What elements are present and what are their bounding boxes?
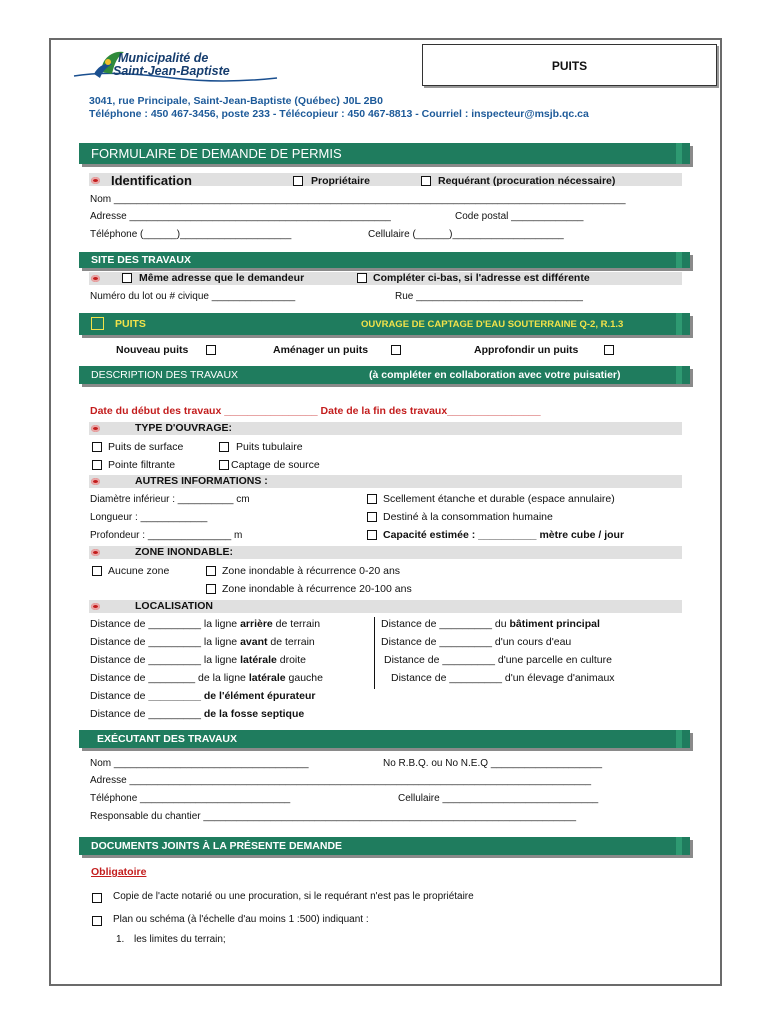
- capacity-field[interactable]: Capacité estimée : __________ mètre cube / jour: [383, 529, 625, 541]
- surface-well-checkbox[interactable]: [92, 442, 102, 452]
- surface-well-label: Puits de surface: [108, 441, 184, 453]
- form-title-box: [422, 44, 717, 86]
- phone-field[interactable]: Téléphone (______)____________________: [90, 229, 292, 240]
- deepen-well-checkbox[interactable]: [604, 345, 614, 355]
- description-bar: [79, 366, 690, 384]
- tubular-well-checkbox[interactable]: [219, 442, 229, 452]
- distance-leaching-field[interactable]: Distance de _________ de l'élément épurateur: [90, 690, 316, 702]
- zone-0-20-label: Zone inondable à récurrence 0-20 ans: [222, 565, 401, 577]
- distance-front-line[interactable]: Distance de _________ la ligne avant de terrain: [90, 636, 315, 648]
- contractor-cell-field[interactable]: Cellulaire ____________________________: [398, 793, 599, 804]
- distance-septic-tank[interactable]: Distance de _________ de la fosse septique: [90, 708, 305, 720]
- lot-number-field[interactable]: Numéro du lot ou # civique _______________: [90, 291, 296, 302]
- sub-item-number: 1.: [116, 934, 125, 945]
- distance-right-line[interactable]: Distance de _________ la ligne latérale droite: [90, 654, 307, 666]
- same-address-checkbox[interactable]: [122, 273, 132, 283]
- sealing-label: Scellement étanche et durable (espace annulaire): [383, 493, 615, 505]
- name-field[interactable]: Nom ____________________________________________________________________________________________: [90, 194, 626, 205]
- well-point-label: Pointe filtrante: [108, 459, 176, 471]
- documents-bar: [79, 837, 690, 855]
- rbq-field[interactable]: No R.B.Q. ou No N.E.Q ____________________: [383, 758, 603, 769]
- postal-code-field[interactable]: Code postal _____________: [455, 211, 584, 222]
- distance-left-line[interactable]: Distance de ________ de la ligne latérale gauche: [90, 672, 323, 684]
- well-point-checkbox[interactable]: [92, 460, 102, 470]
- logo-line1: Municipalité de: [118, 51, 209, 65]
- site-manager-field[interactable]: Responsable du chantier ___________________________________________________________________: [90, 811, 577, 822]
- street-field[interactable]: Rue ______________________________: [395, 291, 583, 302]
- distance-main-building[interactable]: Distance de _________ du bâtiment principal: [381, 618, 600, 630]
- main-form-title: FORMULAIRE DE DEMANDE DE PERMIS: [91, 146, 342, 161]
- documents-bar-title: DOCUMENTS JOINTS À LA PRÉSENTE DEMANDE: [91, 840, 343, 852]
- address-field[interactable]: Adresse _______________________________________________: [90, 211, 391, 222]
- depth-field[interactable]: Profondeur : _______________ m: [90, 530, 243, 541]
- distance-rear-line[interactable]: Distance de _________ la ligne arrière de terrain: [90, 618, 321, 630]
- other-info-title: AUTRES INFORMATIONS :: [135, 475, 268, 487]
- new-well-checkbox[interactable]: [206, 345, 216, 355]
- notarial-deed-checkbox[interactable]: [92, 893, 102, 903]
- same-address-label: Même adresse que le demandeur: [139, 272, 305, 284]
- improve-well-label: Aménager un puits: [273, 344, 369, 356]
- form-title: PUITS: [551, 59, 588, 73]
- site-bar-title: SITE DES TRAVAUX: [91, 254, 191, 266]
- improve-well-checkbox[interactable]: [391, 345, 401, 355]
- main-form-bar: [79, 143, 690, 164]
- logo-line2: Saint-Jean-Baptiste: [113, 64, 230, 78]
- bullet-icon: [91, 549, 100, 556]
- plan-label: Plan ou schéma (à l'échelle d'au moins 1 :500) indiquant :: [113, 914, 369, 925]
- bullet-icon: [91, 275, 100, 282]
- notarial-deed-label: Copie de l'acte notarié ou une procuration, si le requérant n'est pas le propriétaire: [113, 891, 474, 902]
- bullet-icon: [91, 425, 100, 432]
- applicant-label: Requérant (procuration nécessaire): [438, 175, 616, 187]
- puits-checkbox[interactable]: [91, 317, 104, 330]
- contractor-phone-field[interactable]: Téléphone ___________________________: [90, 793, 291, 804]
- location-title: LOCALISATION: [135, 600, 213, 612]
- tubular-well-label: Puits tubulaire: [236, 441, 303, 453]
- flood-zone-title: ZONE INONDABLE:: [135, 546, 233, 558]
- land-limits-item: les limites du terrain;: [134, 934, 226, 945]
- description-bar-title: DESCRIPTION DES TRAVAUX: [91, 369, 239, 381]
- puits-bar-title: PUITS: [115, 318, 146, 330]
- deepen-well-label: Approfondir un puits: [474, 344, 579, 356]
- mandatory-label: Obligatoire: [91, 866, 147, 878]
- bullet-icon: [91, 603, 100, 610]
- bullet-icon: [91, 177, 100, 184]
- plan-checkbox[interactable]: [92, 916, 102, 926]
- no-zone-label: Aucune zone: [108, 565, 170, 577]
- distance-livestock[interactable]: Distance de _________ d'un élevage d'animaux: [391, 672, 615, 684]
- owner-label: Propriétaire: [311, 175, 370, 187]
- contractor-name-field[interactable]: Nom ___________________________________: [90, 758, 309, 769]
- human-consumption-label: Destiné à la consommation humaine: [383, 511, 553, 523]
- contractor-bar: [79, 730, 690, 748]
- zone-20-100-checkbox[interactable]: [206, 584, 216, 594]
- bullet-icon: [91, 478, 100, 485]
- puits-bar-subtitle: OUVRAGE DE CAPTAGE D'EAU SOUTERRAINE Q-2, R.1.3: [361, 319, 624, 330]
- no-zone-checkbox[interactable]: [92, 566, 102, 576]
- length-field[interactable]: Longueur : ____________: [90, 512, 208, 523]
- site-bar: [79, 252, 690, 268]
- distance-watercourse[interactable]: Distance de _________ d'un cours d'eau: [381, 636, 572, 648]
- diameter-field[interactable]: Diamètre inférieur : __________ cm: [90, 494, 250, 505]
- dates-field[interactable]: Date du début des travaux ________________ Date de la fin des travaux________________: [90, 405, 541, 417]
- owner-checkbox[interactable]: [293, 176, 303, 186]
- contractor-address-field[interactable]: Adresse ___________________________________________________________________________________: [90, 775, 592, 786]
- spring-capture-label: Captage de source: [231, 459, 320, 471]
- puits-bar: [79, 313, 690, 335]
- different-address-checkbox[interactable]: [357, 273, 367, 283]
- zone-0-20-checkbox[interactable]: [206, 566, 216, 576]
- capacity-checkbox[interactable]: [367, 530, 377, 540]
- address-line: 3041, rue Principale, Saint-Jean-Baptiste (Québec) J0L 2B0: [89, 95, 383, 107]
- human-consumption-checkbox[interactable]: [367, 512, 377, 522]
- identification-title: Identification: [111, 173, 192, 188]
- new-well-label: Nouveau puits: [116, 344, 189, 356]
- cell-field[interactable]: Cellulaire (______)____________________: [368, 229, 564, 240]
- description-bar-note: (à compléter en collaboration avec votre puisatier): [369, 369, 621, 381]
- distance-cultivated-plot[interactable]: Distance de _________ d'une parcelle en culture: [384, 654, 612, 666]
- column-divider: [374, 617, 375, 689]
- contact-line: Téléphone : 450 467-3456, poste 233 - Télécopieur : 450 467-8813 - Courriel : inspecteur@msjb.qc.ca: [89, 108, 589, 120]
- zone-20-100-label: Zone inondable à récurrence 20-100 ans: [222, 583, 412, 595]
- different-address-label: Compléter ci-bas, si l'adresse est différente: [373, 272, 590, 284]
- sealing-checkbox[interactable]: [367, 494, 377, 504]
- applicant-checkbox[interactable]: [421, 176, 431, 186]
- contractor-bar-title: EXÉCUTANT DES TRAVAUX: [97, 733, 238, 745]
- spring-capture-checkbox[interactable]: [219, 460, 229, 470]
- type-title: TYPE D'OUVRAGE:: [135, 422, 233, 434]
